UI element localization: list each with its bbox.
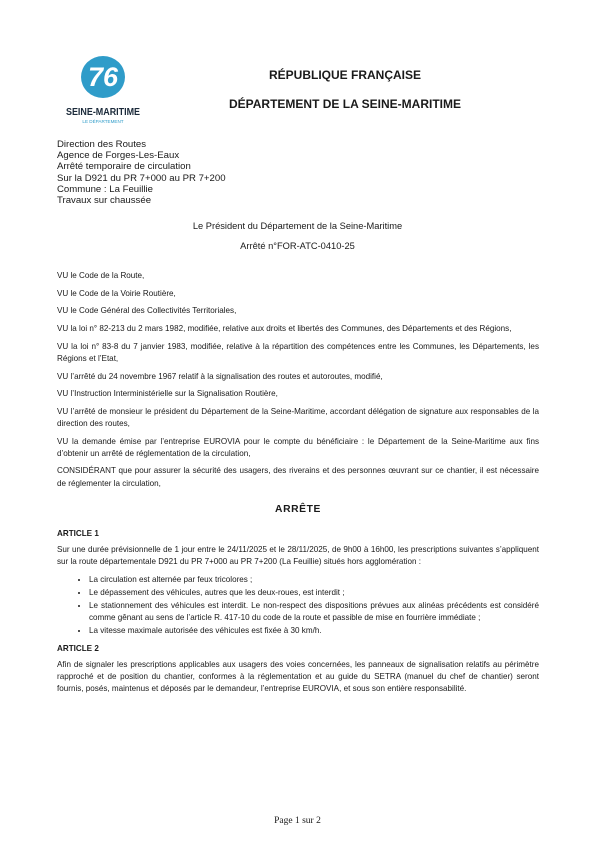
republic-heading: RÉPUBLIQUE FRANÇAISE [268, 68, 421, 82]
direction-line: Travaux sur chaussée [57, 195, 152, 207]
direction-line: Arrêté temporaire de circulation [57, 161, 191, 173]
direction-line: Sur la D921 du PR 7+000 au PR 7+200 [57, 172, 226, 184]
logo-number: 76 [87, 62, 119, 92]
vu-clause: VU l’arrêté de monsieur le président du Département de la Seine-Maritime, accordant délégation de signature aux responsables de la direction des routes, [57, 406, 539, 428]
direction-line: Direction des Routes [57, 139, 147, 150]
president-line: Le Président du Département de la Seine-Maritime [192, 221, 403, 231]
article-2-text: Afin de signaler les prescriptions applicables aux usagers des voies concernées, les panneaux de signalisation relatifs au périmètre rapproché et de position du chantier, conformes à la réglementation et au guide du SETRA (manuel du chef de chantier) seront fournis, posés, maintenus et déposés par le demandeur, l’entreprise EUROVIA, et sous son entière responsabilité. [57, 660, 539, 694]
arrete-heading: ARRÊTE [275, 503, 321, 515]
vu-clause: VU l’Instruction Interministérielle sur la Signalisation Routière, [57, 389, 278, 399]
article-1-title: ARTICLE 1 [57, 528, 99, 538]
vu-clause: VU le Code de la Route, [57, 271, 145, 280]
page-number: Page 1 sur 2 [274, 816, 321, 826]
considerant-clause: CONSIDÉRANT que pour assurer la sécurité des usagers, des riverains et des personnes œuvrant sur ce chantier, il est nécessaire de réglementer la circulation, [57, 466, 539, 488]
logo-name: SEINE-MARITIME [66, 107, 141, 118]
list-item: • La vitesse maximale autorisée des véhicules est fixée à 30 km/h. [89, 625, 539, 637]
vu-clause: VU la demande émise par l’entreprise EUROVIA pour le compte du bénéficiaire : le Département de la Seine-Maritime aux fins d’obtenir un arrêté de réglementation de la circulation, [57, 436, 539, 458]
vu-clause: VU la loi n° 82-213 du 2 mars 1982, modifiée, relative aux droits et libertés des Communes, des Départements et des Régions, [57, 324, 512, 334]
logo-subtitle: LE DÉPARTEMENT [82, 119, 124, 124]
article-1-text: Sur une durée prévisionnelle de 1 jour entre le 24/11/2025 et le 28/11/2025, de 9h00 à 16h00, les prescriptions suivantes s’appliquent sur la route départementale D921 du PR 7+000 au PR 7+200 (La Feuillie) situés hors agglomération : [57, 544, 539, 566]
document-body [57, 270, 539, 701]
vu-clause: VU l’arrêté du 24 novembre 1967 relatif à la signalisation des routes et autoroutes, modifié, [57, 371, 383, 381]
vu-clause: VU le Code Général des Collectivités Territoriales, [57, 306, 237, 316]
list-item: • Le dépassement des véhicules, autres que les deux-roues, est interdit ; [89, 587, 539, 599]
direction-line: Commune : La Feuillie [57, 183, 153, 195]
article-1-list [57, 574, 539, 637]
vu-clause: VU la loi n° 83-8 du 7 janvier 1983, modifiée, relative à la répartition des compétences entre les Communes, les Départements, les Régions et l’Etat, [57, 341, 539, 363]
arrete-number: Arrêté n°FOR-ATC-0410-25 [240, 241, 355, 251]
department-heading: DÉPARTEMENT DE LA SEINE-MARITIME [228, 97, 461, 111]
article-2-title: ARTICLE 2 [57, 644, 99, 654]
direction-line: Agence de Forges-Les-Eaux [57, 150, 180, 162]
vu-clause: VU le Code de la Voirie Routière, [57, 288, 176, 298]
department-logo [60, 54, 146, 134]
direction-block [57, 139, 226, 206]
list-item: • La circulation est alternée par feux tricolores ; [89, 574, 539, 586]
list-item: • Le stationnement des véhicules est interdit. Le non-respect des dispositions prévues aux alinéas précédents est considéré comme gênant au sens de l’article R. 417-10 du code de la route et passible de mise en fourrière immédiate ; [89, 600, 539, 624]
